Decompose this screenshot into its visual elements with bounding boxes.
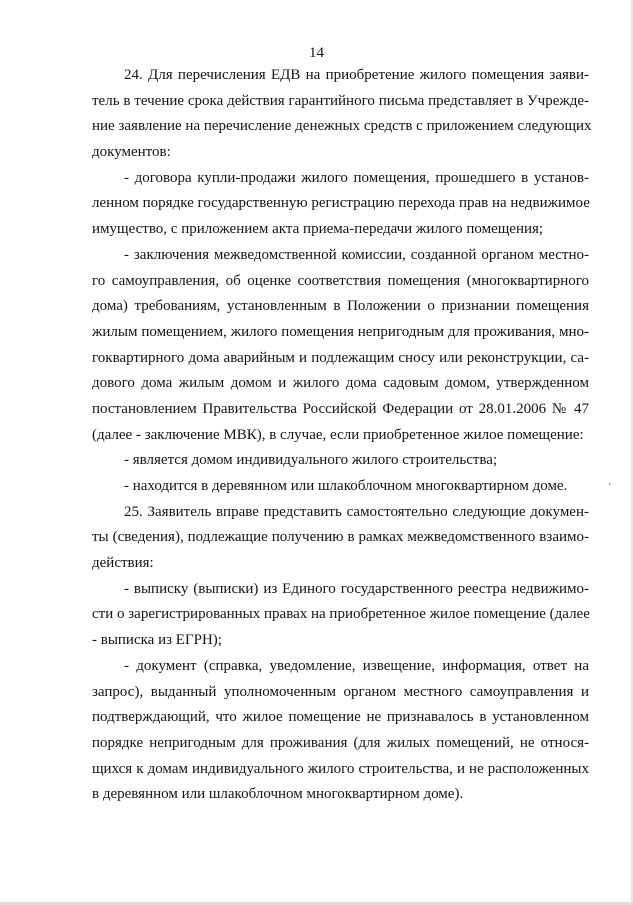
text-line: (далее - заключение МВК), в случае, если приобретенное жилое помещение:: [92, 426, 584, 443]
text-line: - выписку (выписки) из Единого государственного реестра недвижимо-: [124, 580, 589, 597]
text-line: го самоуправления, об оценке соответствия помещения (многоквартирного: [92, 272, 589, 289]
text-line: порядке непригодным для проживания (для жилых помещений, не относя-: [92, 734, 589, 751]
text-line: документов:: [92, 144, 171, 161]
text-line: ние заявление на перечисление денежных средств с приложением следующих: [92, 118, 592, 135]
text-line: - находится в деревянном или шлакоблочном многоквартирном доме.: [124, 478, 568, 494]
text-line: 25. Заявитель вправе представить самостоятельно следующие докумен-: [124, 503, 589, 520]
page-number: 14: [309, 45, 324, 61]
text-line: в деревянном или шлакоблочном многоквартирном доме).: [92, 786, 464, 803]
text-line: - выписка из ЕГРН);: [92, 632, 222, 649]
text-line: щихся к домам индивидуального жилого строительства, и не расположенных: [92, 760, 589, 777]
text-line: 24. Для перечисления ЕДВ на приобретение жилого помещения заяви-: [124, 67, 589, 83]
text-line: - является домом индивидуального жилого строительства;: [124, 452, 498, 469]
text-line: дома) требованиям, установленным в Положении о признании помещения: [92, 298, 589, 315]
text-line: дового дома жилым домом и жилого дома садовым домом, утвержденном: [92, 375, 589, 392]
text-line: - документ (справка, уведомление, извещение, информация, ответ на: [124, 657, 589, 674]
text-line: ты (сведения), подлежащие получению в рамках межведомственного взаимо-: [92, 529, 589, 546]
text-line: имущество, с приложением акта приема-передачи жилого помещения;: [92, 221, 544, 238]
text-line: ленном порядке государственную регистрацию перехода прав на недвижимое: [92, 195, 590, 212]
text-line: подтверждающий, что жилое помещение не признавалось в установленном: [92, 709, 589, 726]
text-line: действия:: [92, 555, 154, 572]
text-line: - договора купли-продажи жилого помещения, прошедшего в установ-: [124, 169, 589, 186]
text-line: запрос), выданный уполномоченным органом местного самоуправления и: [92, 683, 589, 700]
text-line: сти о зарегистрированных правах на приобретенное жилое помещение (далее: [92, 606, 590, 623]
document-body: [92, 63, 592, 808]
text-line: постановлением Правительства Российской Федерации от 28.01.2006 № 47: [92, 400, 589, 417]
text-line: - заключения межведомственной комиссии, созданной органом местно-: [124, 246, 589, 263]
text-line: гоквартирного дома аварийным и подлежащим сносу или реконструкции, са-: [92, 349, 589, 366]
scan-mark: ,: [608, 476, 611, 487]
text-line: жилым помещением, жилого помещения непригодным для проживания, мно-: [92, 323, 589, 340]
text-line: тель в течение срока действия гарантийного письма представляет в Учрежде-: [92, 92, 589, 109]
